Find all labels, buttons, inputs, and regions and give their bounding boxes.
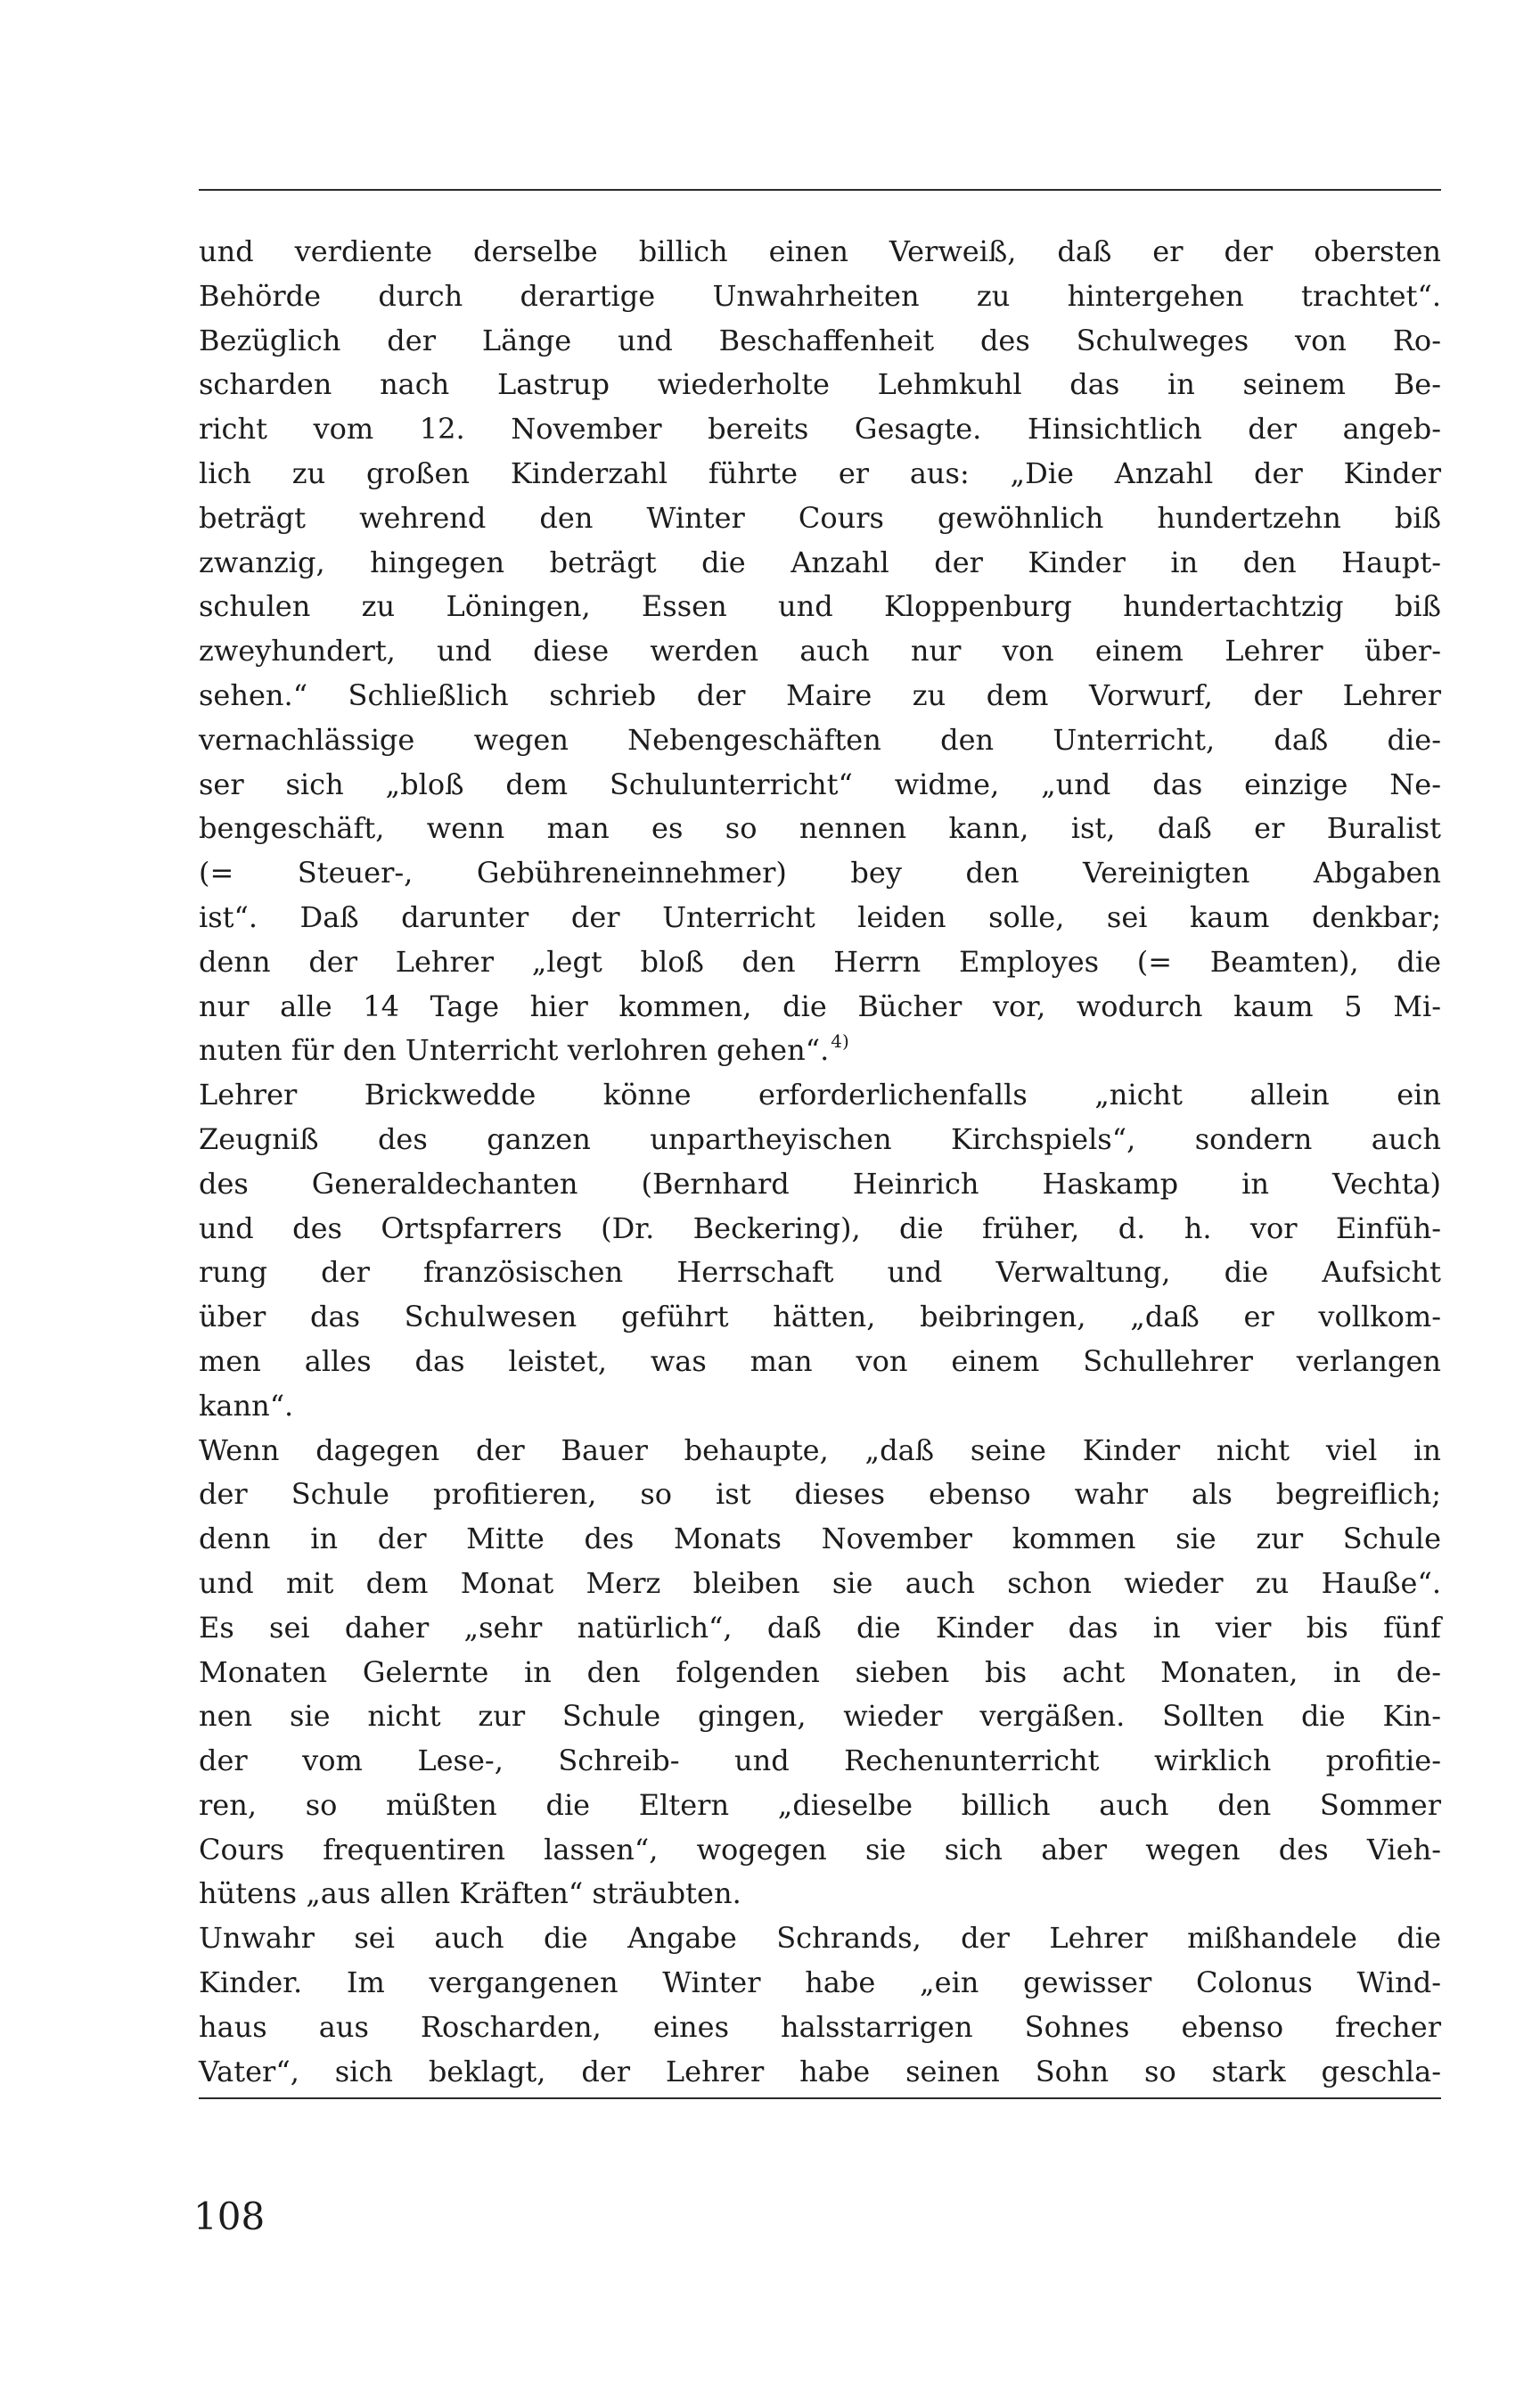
text-line: des Generaldechanten (Bernhard Heinrich Haskamp in Vechta): [199, 1166, 1441, 1201]
text-line: beträgt wehrend den Winter Cours gewöhnlich hundertzehn biß: [199, 500, 1441, 535]
paragraph: [199, 1429, 1441, 1917]
text-line: über das Schulwesen geführt hätten, beibringen, „daß er vollkom-: [199, 1300, 1441, 1334]
text-line: Monaten Gelernte in den folgenden sieben bis acht Monaten, in de-: [199, 1654, 1441, 1689]
text-line: sehen.“ Schließlich schrieb der Maire zu dem Vorwurf, der Lehrer: [199, 677, 1441, 712]
body-text: [199, 230, 1441, 2094]
text-line: ist“. Daß darunter der Unterricht leiden solle, sei kaum denkbar;: [199, 899, 1441, 934]
text-line: haus aus Roscharden, eines halsstarrigen Sohnes ebenso frecher: [199, 2009, 1441, 2044]
text-line: der vom Lese-, Schreib- und Rechenunterricht wirklich profitie-: [199, 1744, 1441, 1778]
text-line: schulen zu Löningen, Essen und Kloppenburg hundertachtzig biß: [199, 589, 1441, 624]
text-line: Bezüglich der Länge und Beschaffenheit des Schulweges von Ro-: [199, 323, 1441, 357]
text-line: [199, 1029, 1441, 1073]
text-line: Wenn dagegen der Bauer behaupte, „daß seine Kinder nicht viel in: [199, 1432, 1441, 1467]
text-line: scharden nach Lastrup wiederholte Lehmkuhl das in seinem Be-: [199, 367, 1441, 402]
footnote-reference: 4): [831, 1030, 849, 1053]
text-line: Zeugniß des ganzen unpartheyischen Kirchspiels“, sondern auch: [199, 1121, 1441, 1156]
text-line: und verdiente derselbe billich einen Verweiß, daß er der obersten: [199, 234, 1441, 268]
text-line: Es sei daher „sehr natürlich“, daß die Kinder das in vier bis fünf: [199, 1610, 1441, 1645]
text-line: zwanzig, hingegen beträgt die Anzahl der Kinder in den Haupt-: [199, 545, 1441, 579]
text-line: kann“.: [199, 1388, 294, 1423]
text-line: ser sich „bloß dem Schulunterricht“ widme, „und das einzige Ne-: [199, 767, 1441, 801]
text-line: richt vom 12. November bereits Gesagte. Hinsichtlich der angeb-: [199, 412, 1441, 447]
text-line: (= Steuer-, Gebühreneinnehmer) bey den Vereinigten Abgaben: [199, 856, 1441, 890]
text-line: hütens „aus allen Kräften“ sträubten.: [199, 1876, 741, 1911]
text-line: zweyhundert, und diese werden auch nur von einem Lehrer über-: [199, 634, 1441, 669]
text-line: rung der französischen Herrschaft und Verwaltung, die Aufsicht: [199, 1255, 1441, 1290]
top-rule: [199, 189, 1441, 191]
text-line: vernachlässige wegen Nebengeschäften den Unterricht, daß die-: [199, 722, 1441, 757]
text-line: und mit dem Monat Merz bleiben sie auch schon wieder zu Hauße“.: [199, 1565, 1441, 1600]
bottom-rule: [199, 2097, 1441, 2099]
text-line: Unwahr sei auch die Angabe Schrands, der Lehrer mißhandele die: [199, 1921, 1441, 1956]
text-line: Vater“, sich beklagt, der Lehrer habe seinen Sohn so stark geschla-: [199, 2054, 1441, 2088]
text-line: der Schule profitieren, so ist dieses ebenso wahr als begreiflich;: [199, 1477, 1441, 1512]
paragraph: [199, 1073, 1441, 1428]
text-line: nur alle 14 Tage hier kommen, die Bücher vor, wodurch kaum 5 Mi-: [199, 989, 1441, 1023]
text-line: Cours frequentiren lassen“, wogegen sie sich aber wegen des Vieh-: [199, 1832, 1441, 1867]
paragraph: [199, 230, 1441, 1073]
text-line: Behörde durch derartige Unwahrheiten zu hintergehen trachtet“.: [199, 278, 1441, 313]
paragraph: [199, 1916, 1441, 2094]
page-number: 108: [193, 2195, 266, 2238]
text-line: Lehrer Brickwedde könne erforderlichenfalls „nicht allein ein: [199, 1078, 1441, 1112]
text-line: Kinder. Im vergangenen Winter habe „ein gewisser Colonus Wind-: [199, 1965, 1441, 2000]
text-line: men alles das leistet, was man von einem Schullehrer verlangen: [199, 1343, 1441, 1378]
text-line-content: nuten für den Unterricht verlohren gehen“.: [199, 1033, 830, 1068]
text-line: nen sie nicht zur Schule gingen, wieder vergäßen. Sollten die Kin-: [199, 1699, 1441, 1734]
text-line: denn der Lehrer „legt bloß den Herrn Employes (= Beamten), die: [199, 944, 1441, 979]
text-line: denn in der Mitte des Monats November kommen sie zur Schule: [199, 1522, 1441, 1556]
text-line: bengeschäft, wenn man es so nennen kann, ist, daß er Buralist: [199, 811, 1441, 846]
text-line: lich zu großen Kinderzahl führte er aus: „Die Anzahl der Kinder: [199, 455, 1441, 490]
text-line: und des Ortspfarrers (Dr. Beckering), die früher, d. h. vor Einfüh-: [199, 1210, 1441, 1245]
text-line: ren, so müßten die Eltern „dieselbe billich auch den Sommer: [199, 1787, 1441, 1822]
